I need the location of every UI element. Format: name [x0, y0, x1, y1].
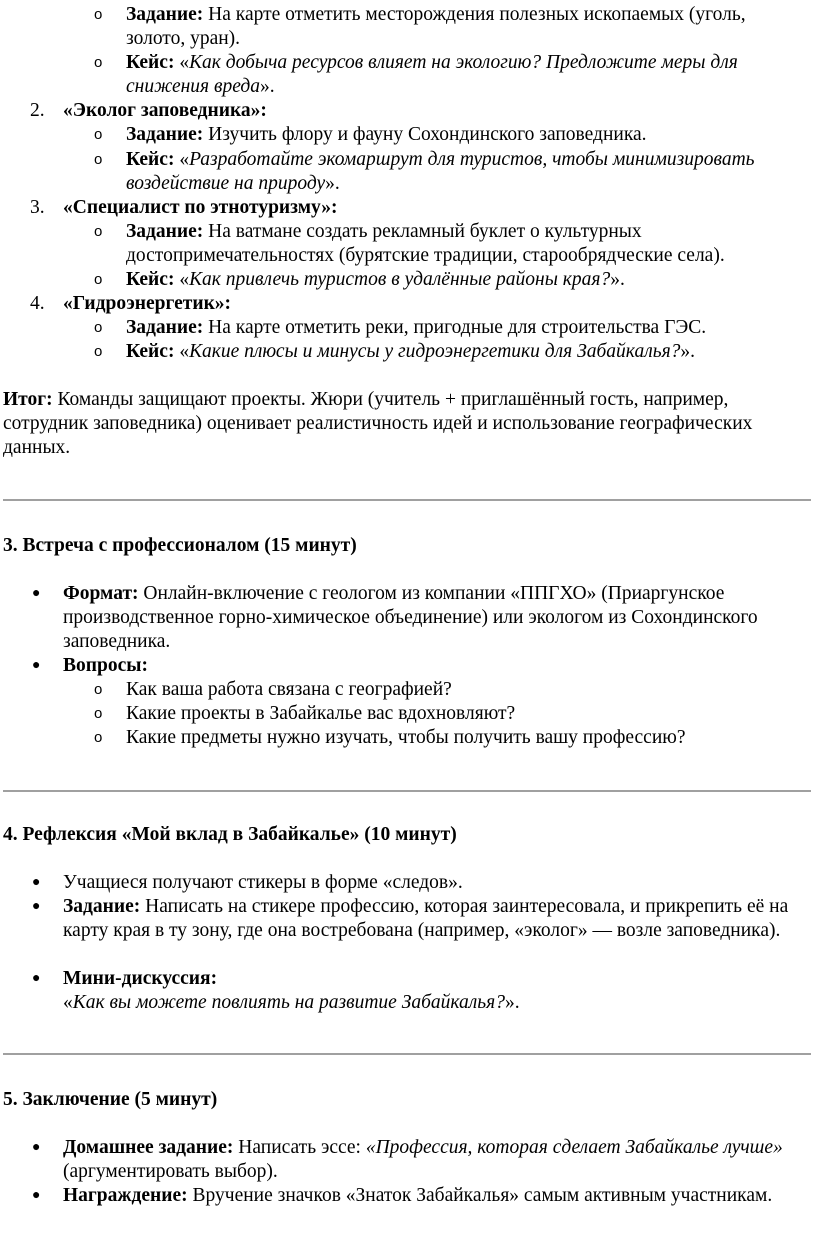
bullet-marker: ●: [32, 1188, 41, 1203]
list-marker: o: [94, 54, 103, 71]
section-title: 4. Рефлексия «Мой вклад в Забайкалье» (10 минут): [3, 824, 457, 845]
list-item: [94, 3, 806, 51]
role-heading: [30, 99, 763, 123]
list-marker: o: [94, 343, 103, 360]
list-marker: o: [94, 151, 103, 168]
bullet-marker: ●: [32, 899, 41, 914]
item-text: На ватмане создать рекламный буклет о культурных достопримечательностях (бурятские традиции, старообрядческие села).: [126, 221, 725, 266]
list-item: [32, 582, 813, 654]
question-item: [94, 678, 806, 702]
section-divider: [3, 499, 811, 501]
list-item: [32, 895, 813, 943]
list-item: [32, 654, 813, 678]
quote-open: «: [174, 341, 190, 362]
case-text: Какие плюсы и минусы у гидроэнергетики для Забайкалья?: [189, 341, 681, 362]
case-text: Разработайте экомаршрут для туристов, чтобы минимизировать воздействие на природу: [126, 149, 755, 194]
bullet-marker: ●: [32, 586, 41, 601]
quote-open: «: [63, 992, 73, 1013]
item-label: Награждение:: [63, 1185, 188, 1206]
item-text: Вручение значков «Знаток Забайкалья» самым активным участникам.: [187, 1185, 773, 1206]
summary-paragraph: [3, 388, 811, 460]
item-label: Кейс:: [126, 149, 175, 170]
item-label: Кейс:: [126, 269, 175, 290]
list-marker: o: [94, 729, 103, 746]
list-item: [32, 1136, 813, 1184]
list-item: [32, 1184, 813, 1208]
role-heading: [30, 196, 763, 220]
item-label: Задание:: [126, 221, 204, 242]
list-marker: o: [94, 223, 103, 240]
list-marker: o: [94, 319, 103, 336]
quote-close: ».: [504, 992, 520, 1013]
list-item: [32, 871, 813, 895]
role-number: 4.: [30, 293, 45, 314]
list-item: [94, 51, 806, 99]
list-item: [94, 220, 806, 268]
question-text: Как ваша работа связана с географией?: [126, 679, 452, 700]
list-item: [32, 967, 813, 1015]
question-item: [94, 702, 806, 726]
section-title: 5. Заключение (5 минут): [3, 1089, 218, 1110]
item-text: На карте отметить месторождения полезных ископаемых (уголь, золото, уран).: [126, 4, 746, 49]
list-marker: o: [94, 681, 103, 698]
role-title: «Гидроэнергетик»:: [63, 293, 232, 314]
list-item: [94, 148, 806, 196]
role-number: 2.: [30, 100, 45, 121]
question-text: Какие предметы нужно изучать, чтобы получить вашу профессию?: [126, 727, 686, 748]
case-text: Как привлечь туристов в удалённые районы края?: [189, 269, 611, 290]
item-text: На карте отметить реки, пригодные для строительства ГЭС.: [203, 317, 707, 338]
role-number: 3.: [30, 197, 45, 218]
quote-close: ».: [610, 269, 625, 290]
role-title: «Специалист по этнотуризму»:: [63, 197, 338, 218]
list-marker: o: [94, 705, 103, 722]
discussion-question: Как вы можете повлиять на развитие Забайкалья?: [72, 992, 505, 1013]
question-text: Какие проекты в Забайкалье вас вдохновляют?: [126, 703, 516, 724]
bullet-marker: ●: [32, 658, 41, 673]
bullet-marker: ●: [32, 875, 41, 890]
question-item: [94, 726, 806, 750]
section-divider: [3, 790, 811, 792]
item-label: Кейс:: [126, 341, 175, 362]
list-item: [94, 316, 806, 340]
item-text-tail: (аргументировать выбор).: [63, 1161, 278, 1182]
section-divider: [3, 1053, 811, 1055]
quote-close: ».: [680, 341, 696, 362]
item-label: Кейс:: [126, 52, 175, 73]
item-text: Онлайн-включение с геологом из компании «ППГХО» (Приаргунское производственное горно-химическое объединение) или экологом из Сохондинского заповедника.: [63, 583, 758, 652]
item-label: Задание:: [126, 124, 204, 145]
item-label: Задание:: [126, 4, 204, 25]
item-label: Вопросы:: [63, 655, 148, 676]
item-text: Изучить флору и фауну Сохондинского заповедника.: [203, 124, 647, 145]
summary-text: Команды защищают проекты. Жюри (учитель + приглашённый гость, например, сотрудник заповедника) оценивает реалистичность идей и использование географических данных.: [3, 389, 753, 458]
summary-label: Итог:: [3, 389, 53, 410]
bullet-marker: ●: [32, 1140, 41, 1155]
item-label: Домашнее задание:: [63, 1137, 234, 1158]
item-label: Задание:: [126, 317, 204, 338]
item-label: Формат:: [63, 583, 139, 604]
item-text: Учащиеся получают стикеры в форме «следов».: [63, 872, 463, 893]
quote-open: «: [174, 52, 190, 73]
quote-open: «: [174, 149, 190, 170]
item-label: Задание:: [63, 896, 141, 917]
quote-open: «: [174, 269, 190, 290]
section-title: 3. Встреча с профессионалом (15 минут): [3, 535, 357, 556]
role-title: «Эколог заповедника»:: [63, 100, 267, 121]
quote-close: ».: [259, 76, 275, 97]
essay-topic: «Профессия, которая сделает Забайкалье лучше»: [365, 1137, 783, 1158]
case-text: Как добыча ресурсов влияет на экологию? Предложите меры для снижения вреда: [126, 52, 738, 97]
list-marker: o: [94, 271, 103, 288]
item-text: Написать на стикере профессию, которая заинтересовала, и прикрепить её на карту края в ту зону, где она востребована (например, «эколог» — возле заповедника).: [63, 896, 789, 941]
list-item: [94, 123, 806, 147]
bullet-marker: ●: [32, 971, 41, 986]
role-heading: [30, 292, 763, 316]
list-marker: o: [94, 6, 103, 23]
quote-close: ».: [325, 173, 340, 194]
item-label: Мини-дискуссия:: [63, 968, 218, 989]
list-item: [94, 268, 806, 292]
item-text: Написать эссе:: [233, 1137, 366, 1158]
list-item: [94, 340, 806, 364]
list-marker: o: [94, 126, 103, 143]
